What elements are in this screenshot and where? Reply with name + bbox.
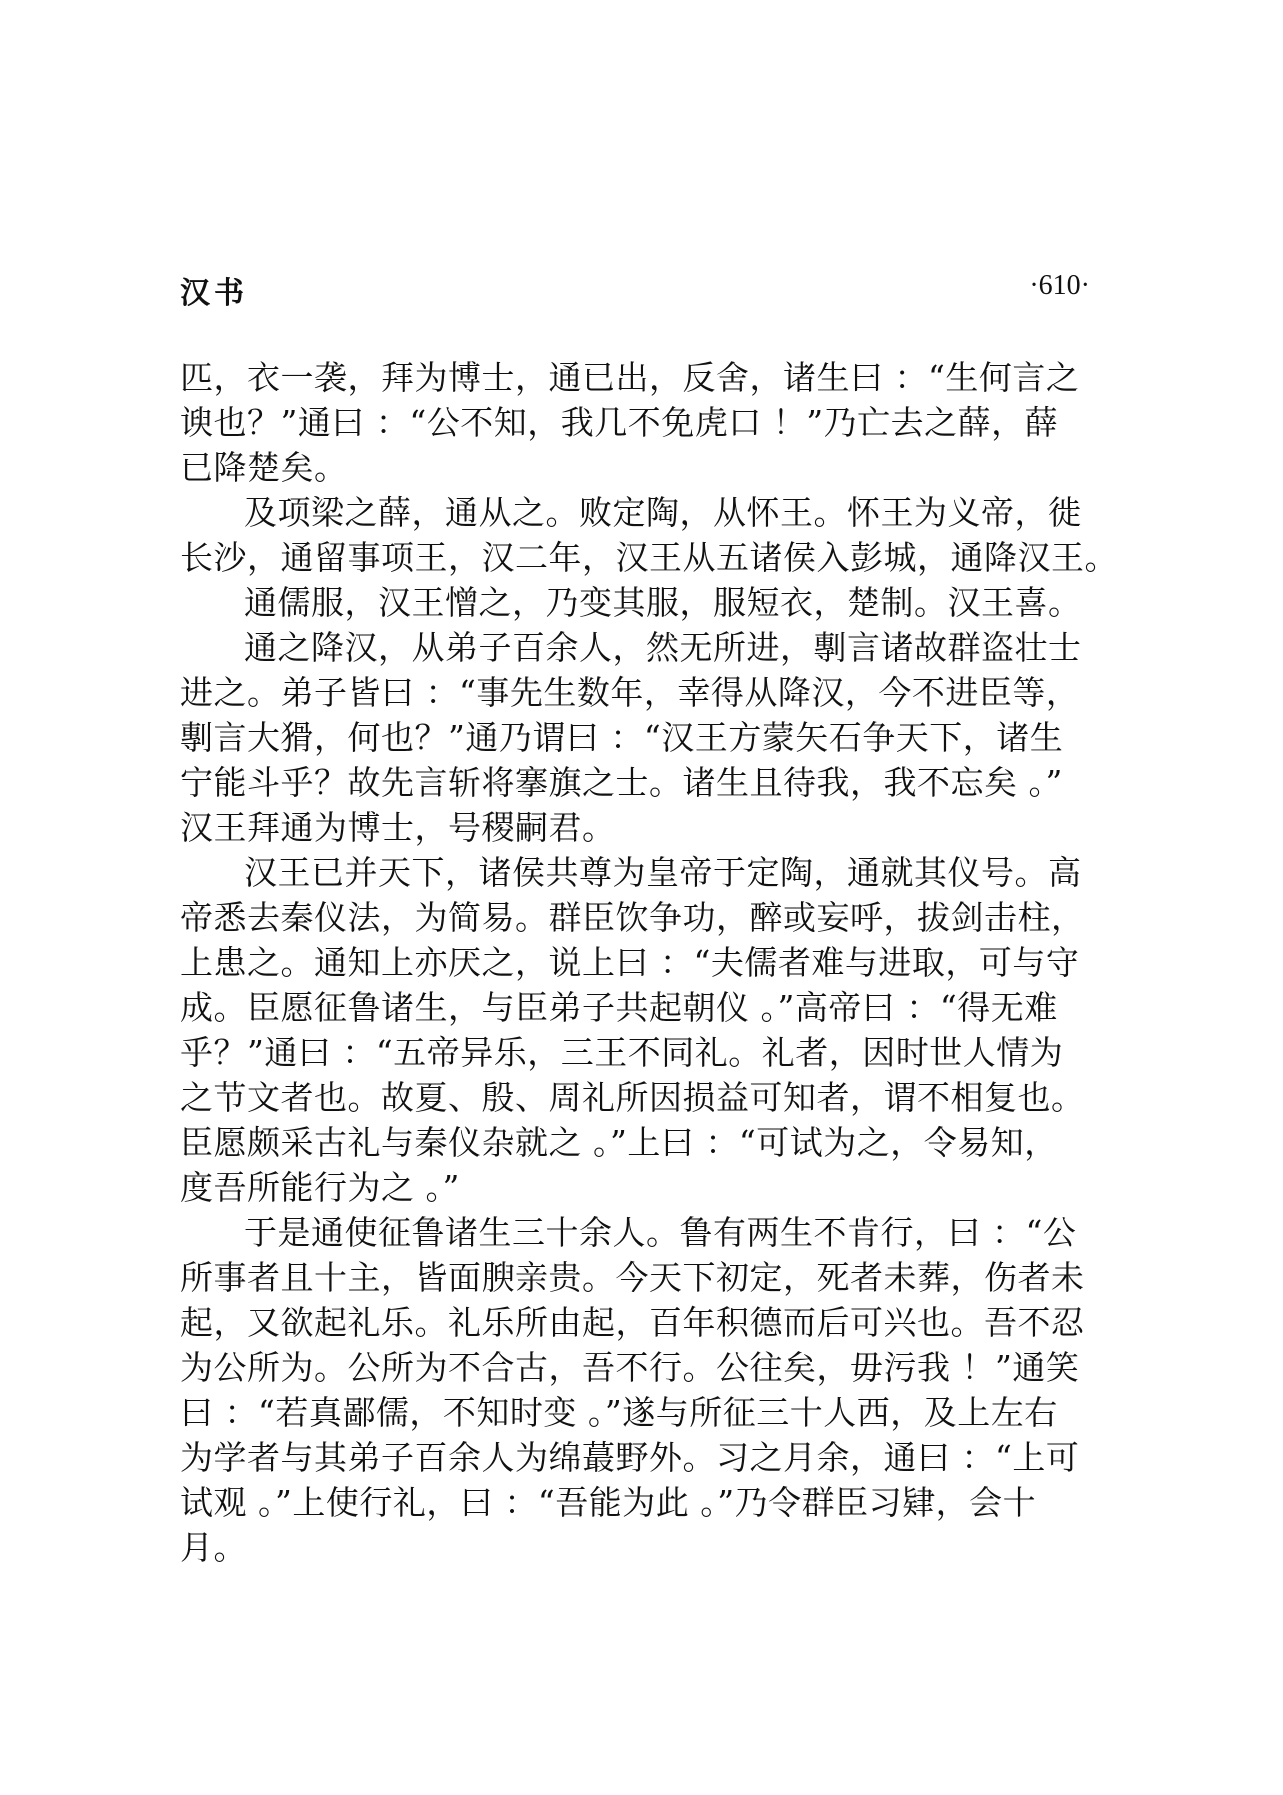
text-line: 帝悉去秦仪法，为简易。群臣饮争功，醉或妄呼，拔剑击柱， — [180, 898, 1085, 937]
text-line: 谀也？”通曰 ：“公不知，我几不免虎口 ！”乃亡去之薛，薛 — [180, 403, 1059, 442]
text-line: 剸言大猾，何也？”通乃谓曰 ：“汉王方蒙矢石争天下，诸生 — [180, 718, 1064, 757]
text-line: 之节文者也。故夏、殷、周礼所因损益可知者，谓不相复也。 — [180, 1078, 1085, 1117]
text-line: 臣愿颇采古礼与秦仪杂就之 。”上曰 ：“可试为之，令易知， — [180, 1123, 1058, 1162]
text-line: 为学者与其弟子百余人为绵蕞野外。习之月余，通曰 ：“上可 — [180, 1438, 1080, 1477]
text-line: 试观 。”上使行礼，曰 ：“吾能为此 。”乃令群臣习肄，会十 — [180, 1483, 1037, 1522]
text-line: 通儒服，汉王憎之，乃变其服，服短衣，楚制。汉王喜。 — [244, 583, 1082, 622]
page-header — [180, 268, 1090, 318]
text-line: 汉王拜通为博士，号稷嗣君。 — [180, 808, 616, 847]
text-line: 及项梁之薛，通从之。败定陶，从怀王。怀王为义帝，徙 — [244, 493, 1082, 532]
text-line: 所事者且十主，皆面腴亲贵。今天下初定，死者未葬，伤者未 — [180, 1258, 1085, 1297]
text-line: 上患之。通知上亦厌之，说上曰 ：“夫儒者难与进取，可与守 — [180, 943, 1080, 982]
text-line: 起，又欲起礼乐。礼乐所由起，百年积德而后可兴也。吾不忍 — [180, 1303, 1085, 1342]
body-text — [180, 355, 1118, 1570]
text-line: 通之降汉，从弟子百余人，然无所进，剸言诸故群盗壮士 — [244, 628, 1082, 667]
text-line: 汉王已并天下，诸侯共尊为皇帝于定陶，通就其仪号。高 — [244, 853, 1082, 892]
text-line: 已降楚矣。 — [180, 448, 348, 487]
text-line: 为公所为。公所为不合古，吾不行。公往矣，毋污我 ！”通笑 — [180, 1348, 1080, 1387]
text-line: 匹，衣一袭，拜为博士，通已出，反舍，诸生曰 ：“生何言之 — [180, 358, 1080, 397]
text-line: 于是通使征鲁诸生三十余人。鲁有两生不肯行，曰 ：“公 — [244, 1213, 1077, 1252]
text-line: 宁能斗乎？故先言斩将搴旗之士。诸生且待我，我不忘矣 。” — [180, 763, 1063, 802]
text-line: 月。 — [180, 1528, 247, 1567]
text-line: 度吾所能行为之 。” — [180, 1168, 460, 1207]
book-title: 汉书 — [180, 276, 248, 311]
text-line: 曰 ：“若真鄙儒，不知时变 。”遂与所征三十人西，及上左右 — [180, 1393, 1058, 1432]
text-line: 乎？”通曰 ：“五帝异乐，三王不同礼。礼者，因时世人情为 — [180, 1033, 1064, 1072]
page-number: ·610· — [1029, 270, 1090, 301]
text-line: 长沙，通留事项王，汉二年，汉王从五诸侯入彭城，通降汉王。 — [180, 538, 1118, 577]
text-line: 成。臣愿征鲁诸生，与臣弟子共起朝仪 。”高帝曰 ：“得无难 — [180, 988, 1058, 1027]
text-line: 进之。弟子皆曰 ：“事先生数年，幸得从降汉，今不进臣等， — [180, 673, 1080, 712]
